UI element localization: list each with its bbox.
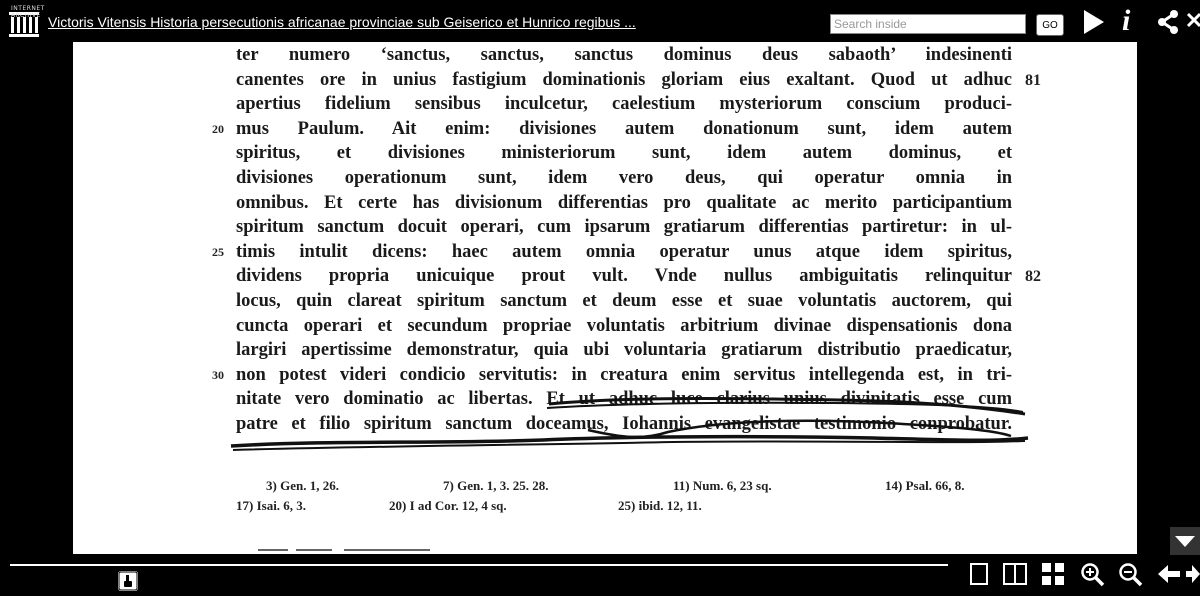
collapse-toolbar-button[interactable] bbox=[1170, 527, 1200, 555]
text-line: ter numero ‘sanctus, sanctus, sanctus dominus deus sabaoth’ indesinenti bbox=[236, 45, 1012, 65]
share-icon[interactable] bbox=[1156, 8, 1180, 36]
text-line: apertius fidelium sensibus inculcetur, caelestium mysteriorum conscium produci- bbox=[236, 94, 1012, 115]
chevron-down-icon bbox=[1170, 527, 1200, 555]
hand-pointer-icon bbox=[118, 571, 138, 591]
close-icon[interactable] bbox=[1186, 8, 1200, 36]
text-line: nitate vero dominatio ac libertas. Et ut adhuc luce clarius unius divinitatis esse cum bbox=[236, 389, 1012, 410]
text-line: mus Paulum. Ait enim: divisiones autem donationum sunt, idem autem bbox=[236, 118, 1012, 139]
text-line: omnibus. Et certe has divisionum differentias pro qualitate ac merito participantium bbox=[236, 192, 1012, 213]
handwritten-underline bbox=[73, 42, 1137, 554]
info-icon[interactable]: i bbox=[1122, 4, 1131, 37]
section-number: 81 bbox=[1025, 71, 1041, 89]
book-page[interactable] bbox=[73, 42, 1137, 554]
footnote: 17) Isai. 6, 3. bbox=[236, 498, 307, 513]
footnote: 20) I ad Cor. 12, 4 sq. bbox=[389, 498, 507, 513]
line-number: 20 bbox=[212, 121, 224, 136]
play-icon[interactable] bbox=[1082, 8, 1106, 36]
thumbnails-icon[interactable] bbox=[1040, 562, 1066, 586]
text-line: spiritus, et divisiones ministeriorum sunt, idem autem dominus, et bbox=[236, 143, 1012, 164]
search-input[interactable] bbox=[830, 14, 1026, 34]
logo-text: INTERNET ARCHIVE bbox=[11, 5, 45, 19]
text-line: canentes ore in unius fastigium dominationis gloriam eius exaltant. Quod ut adhuc bbox=[236, 69, 1012, 90]
text-line: patre et filio spiritum sanctum doceamus, Iohannis evangelistae testimonio conprobatur. bbox=[236, 414, 1012, 434]
line-number: 30 bbox=[212, 367, 224, 382]
text-line: timis intulit dicens: haec autem omnia operatur unus atque idem spiritus, bbox=[236, 241, 1012, 262]
text-line: largiri apertissime demonstratur, quia ubi voluntaria gratiarum distributio praedicatur, bbox=[236, 340, 1012, 361]
page-edge-marks bbox=[258, 547, 438, 553]
footnote: 11) Num. 6, 23 sq. bbox=[673, 478, 772, 493]
arrow-right-icon[interactable] bbox=[1186, 562, 1200, 586]
book-title-link[interactable]: Victoris Vitensis Historia persecutionis africanae provinciae sub Geiserico et Hunrico regibus ... bbox=[48, 14, 636, 30]
two-page-icon[interactable] bbox=[1002, 562, 1028, 586]
line-number: 25 bbox=[212, 244, 224, 259]
text-line: dividens propria unicuique prout vult. Vnde nullus ambiguitatis relinquitur bbox=[236, 266, 1012, 287]
page-scrubber-handle[interactable] bbox=[118, 571, 138, 591]
single-page-icon[interactable] bbox=[968, 562, 990, 586]
footnote: 25) ibid. 12, 11. bbox=[618, 498, 702, 513]
text-line: spiritum sanctum docuit operari, cum ipsarum gratiarum differentias partiretur: in ul- bbox=[236, 217, 1012, 238]
section-number: 82 bbox=[1025, 268, 1041, 286]
text-line: locus, quin clareat spiritum sanctum et deum esse et suae voluntatis auctorem, qui bbox=[236, 291, 1012, 311]
footnote: 3) Gen. 1, 26. bbox=[266, 478, 339, 493]
footnote: 14) Psal. 66, 8. bbox=[885, 478, 965, 493]
arrow-left-icon[interactable] bbox=[1156, 562, 1182, 586]
internet-archive-logo[interactable] bbox=[6, 4, 45, 40]
text-line: non potest videri condicio servitutis: in creatura enim servitus intellegenda est, in tri- bbox=[236, 364, 1012, 385]
text-line: divisiones operationum sunt, idem vero deus, qui operatur omnia in bbox=[236, 168, 1012, 188]
top-toolbar bbox=[0, 0, 1200, 44]
zoom-in-icon[interactable] bbox=[1080, 562, 1106, 588]
text-line: cuncta operari et secundum propriae voluntatis arbitrium divinae dispensationis dona bbox=[236, 315, 1012, 336]
page-scrubber[interactable] bbox=[10, 564, 948, 566]
zoom-out-icon[interactable] bbox=[1118, 562, 1144, 588]
go-button[interactable]: GO bbox=[1036, 14, 1064, 36]
footnote: 7) Gen. 1, 3. 25. 28. bbox=[443, 478, 549, 493]
